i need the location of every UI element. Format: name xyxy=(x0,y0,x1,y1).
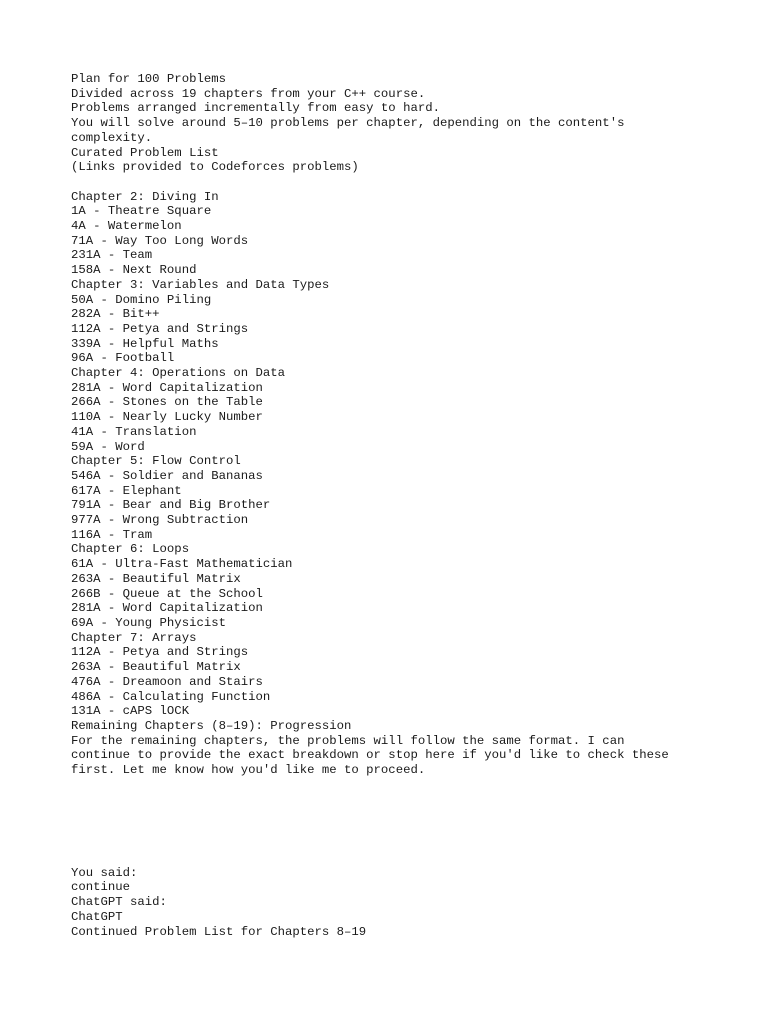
chapter-section xyxy=(71,454,711,542)
intro-line: Problems arranged incrementally from easy to hard. xyxy=(71,101,440,116)
problem-item: 266A - Stones on the Table xyxy=(71,395,263,410)
intro-line: You will solve around 5–10 problems per chapter, depending on the content's xyxy=(71,116,625,131)
continued-heading: Continued Problem List for Chapters 8–19 xyxy=(71,924,367,939)
remaining-line: continue to provide the exact breakdown or stop here if you'd like to check these xyxy=(71,748,669,763)
chapter-section xyxy=(71,631,711,719)
problem-item: 546A - Soldier and Bananas xyxy=(71,468,263,483)
problem-item: 61A - Ultra-Fast Mathematician xyxy=(71,557,293,572)
problem-item: 131A - cAPS lOCK xyxy=(71,704,190,719)
problem-item: 71A - Way Too Long Words xyxy=(71,233,249,248)
remaining-section xyxy=(71,719,711,778)
conversation-section xyxy=(71,866,711,940)
problem-item: 231A - Team xyxy=(71,248,153,263)
problem-item: 617A - Elephant xyxy=(71,483,182,498)
problem-item: 1A - Theatre Square xyxy=(71,204,212,219)
problem-item: 339A - Helpful Maths xyxy=(71,336,219,351)
plan-title: Plan for 100 Problems xyxy=(71,72,226,86)
spacer xyxy=(71,175,711,190)
chapter-section xyxy=(71,366,711,454)
problem-item: 112A - Petya and Strings xyxy=(71,645,249,660)
problem-item: 59A - Word xyxy=(71,439,145,454)
chapter-title: Chapter 2: Diving In xyxy=(71,189,219,204)
chapter-title: Chapter 6: Loops xyxy=(71,542,190,557)
remaining-title: Remaining Chapters (8–19): Progression xyxy=(71,718,352,733)
problem-item: 282A - Bit++ xyxy=(71,307,160,322)
problem-item: 112A - Petya and Strings xyxy=(71,321,249,336)
problem-item: 158A - Next Round xyxy=(71,263,197,278)
problem-item: 41A - Translation xyxy=(71,424,197,439)
chapter-section xyxy=(71,190,711,278)
problem-item: 263A - Beautiful Matrix xyxy=(71,660,241,675)
chapter-section xyxy=(71,542,711,630)
intro-line: Divided across 19 chapters from your C++ course. xyxy=(71,86,426,101)
user-message: continue xyxy=(71,880,131,895)
spacer xyxy=(71,778,711,866)
problem-item: 116A - Tram xyxy=(71,527,153,542)
problem-item: 96A - Football xyxy=(71,351,175,366)
chapter-title: Chapter 3: Variables and Data Types xyxy=(71,277,330,292)
problem-item: 263A - Beautiful Matrix xyxy=(71,571,241,586)
document-page xyxy=(71,72,711,939)
chapter-title: Chapter 4: Operations on Data xyxy=(71,366,286,381)
list-heading: Curated Problem List xyxy=(71,145,219,160)
intro-line: (Links provided to Codeforces problems) xyxy=(71,160,359,175)
problem-item: 110A - Nearly Lucky Number xyxy=(71,410,263,425)
assistant-label: ChatGPT said: xyxy=(71,895,167,910)
problem-item: 476A - Dreamoon and Stairs xyxy=(71,674,263,689)
problem-item: 69A - Young Physicist xyxy=(71,616,226,630)
chapter-title: Chapter 7: Arrays xyxy=(71,630,197,645)
assistant-name: ChatGPT xyxy=(71,909,123,924)
problem-item: 4A - Watermelon xyxy=(71,219,182,234)
user-label: You said: xyxy=(71,865,138,880)
chapter-title: Chapter 5: Flow Control xyxy=(71,454,241,469)
problem-item: 486A - Calculating Function xyxy=(71,689,271,704)
problem-item: 281A - Word Capitalization xyxy=(71,380,263,395)
problem-item: 281A - Word Capitalization xyxy=(71,601,263,616)
remaining-line: first. Let me know how you'd like me to proceed. xyxy=(71,763,426,778)
chapter-section xyxy=(71,278,711,366)
problem-item: 50A - Domino Piling xyxy=(71,292,212,307)
problem-item: 266B - Queue at the School xyxy=(71,586,263,601)
intro-section xyxy=(71,72,711,175)
remaining-line: For the remaining chapters, the problems will follow the same format. I can xyxy=(71,733,625,748)
problem-item: 977A - Wrong Subtraction xyxy=(71,513,249,528)
intro-line: complexity. xyxy=(71,130,153,145)
problem-item: 791A - Bear and Big Brother xyxy=(71,498,271,513)
